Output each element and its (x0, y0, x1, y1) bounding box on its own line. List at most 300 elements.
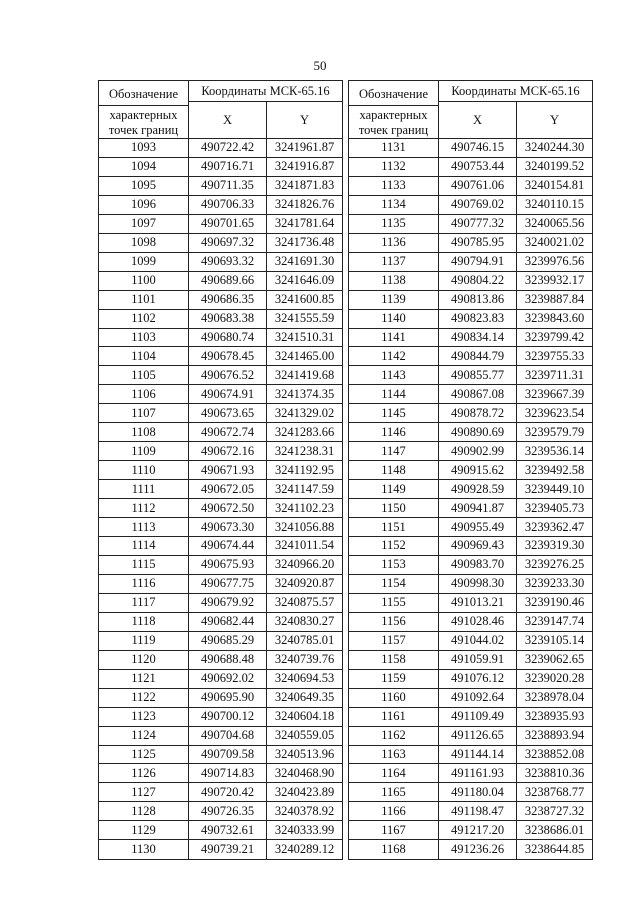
y-coordinate-cell: 3241056.88 (267, 518, 343, 537)
x-coordinate-cell: 490671.93 (189, 461, 267, 480)
y-coordinate-cell: 3239147.74 (517, 612, 593, 631)
designation-header-line1: Обозначение (108, 87, 179, 101)
table-row (99, 499, 343, 518)
y-coordinate-cell: 3238768.77 (517, 783, 593, 802)
point-number-cell: 1099 (99, 252, 189, 271)
y-coordinate-cell: 3240289.12 (267, 840, 343, 859)
y-coordinate-cell: 3240604.18 (267, 707, 343, 726)
point-number-cell: 1118 (99, 612, 189, 631)
x-coordinate-cell: 490709.58 (189, 745, 267, 764)
y-coordinate-cell: 3240021.02 (517, 233, 593, 252)
point-number-cell: 1161 (349, 707, 439, 726)
y-coordinate-cell: 3240378.92 (267, 802, 343, 821)
point-number-cell: 1100 (99, 271, 189, 290)
y-coordinate-cell: 3240785.01 (267, 631, 343, 650)
table-row (349, 631, 593, 650)
table-row (99, 518, 343, 537)
x-coordinate-cell: 490674.91 (189, 385, 267, 404)
point-number-cell: 1138 (349, 271, 439, 290)
x-coordinate-cell: 490867.08 (439, 385, 517, 404)
table-row (349, 669, 593, 688)
table-row (349, 726, 593, 745)
x-coordinate-cell: 490785.95 (439, 233, 517, 252)
point-number-cell: 1095 (99, 176, 189, 195)
point-number-cell: 1147 (349, 442, 439, 461)
table-row (99, 290, 343, 309)
y-coordinate-cell: 3240830.27 (267, 612, 343, 631)
point-number-cell: 1146 (349, 423, 439, 442)
y-coordinate-cell: 3241871.83 (267, 176, 343, 195)
table-row (99, 593, 343, 612)
y-coordinate-cell: 3241961.87 (267, 139, 343, 158)
point-number-cell: 1151 (349, 518, 439, 537)
point-number-cell: 1104 (99, 347, 189, 366)
point-number-cell: 1107 (99, 404, 189, 423)
table-row (99, 669, 343, 688)
point-number-cell: 1115 (99, 555, 189, 574)
table-row (349, 271, 593, 290)
x-coordinate-cell: 490915.62 (439, 461, 517, 480)
y-coordinate-cell: 3239623.54 (517, 404, 593, 423)
table-row (99, 650, 343, 669)
x-coordinate-cell: 490902.99 (439, 442, 517, 461)
x-coordinate-cell: 490672.50 (189, 499, 267, 518)
designation-header-line2: характерных (99, 105, 189, 123)
page-number: 50 (313, 58, 327, 73)
table-row (99, 707, 343, 726)
x-coordinate-cell: 490672.05 (189, 480, 267, 499)
x-coordinate-cell: 490678.45 (189, 347, 267, 366)
point-number-cell: 1114 (99, 537, 189, 556)
y-coordinate-cell: 3241374.35 (267, 385, 343, 404)
y-coordinate-cell: 3241192.95 (267, 461, 343, 480)
y-coordinate-cell: 3241736.48 (267, 233, 343, 252)
x-coordinate-cell: 491198.47 (439, 802, 517, 821)
y-coordinate-cell: 3238810.36 (517, 764, 593, 783)
designation-header-line3: точек границ (358, 123, 429, 137)
coordinates-tables (98, 80, 593, 859)
point-number-cell: 1128 (99, 802, 189, 821)
y-coordinate-cell: 3240559.05 (267, 726, 343, 745)
x-coordinate-cell: 490692.02 (189, 669, 267, 688)
y-coordinate-cell: 3240423.89 (267, 783, 343, 802)
table-row (99, 574, 343, 593)
designation-header-line2: характерных (349, 105, 439, 123)
y-coordinate-cell: 3239276.25 (517, 555, 593, 574)
table-row (99, 328, 343, 347)
table-row (349, 233, 593, 252)
coordinates-table-left (98, 80, 343, 860)
point-number-cell: 1133 (349, 176, 439, 195)
point-number-cell: 1149 (349, 480, 439, 499)
y-coordinate-cell: 3240513.96 (267, 745, 343, 764)
point-number-cell: 1148 (349, 461, 439, 480)
table-row (349, 612, 593, 631)
table-row (99, 764, 343, 783)
x-coordinate-cell: 490714.83 (189, 764, 267, 783)
table-row (99, 631, 343, 650)
x-coordinate-cell: 490693.32 (189, 252, 267, 271)
x-coordinate-cell: 490732.61 (189, 821, 267, 840)
point-number-cell: 1094 (99, 157, 189, 176)
y-coordinate-cell: 3240199.52 (517, 157, 593, 176)
x-coordinate-cell: 491044.02 (439, 631, 517, 650)
y-coordinate-cell: 3241691.30 (267, 252, 343, 271)
y-coordinate-cell: 3241510.31 (267, 328, 343, 347)
point-number-cell: 1140 (349, 309, 439, 328)
y-coordinate-cell: 3238978.04 (517, 688, 593, 707)
table-row (99, 233, 343, 252)
table-row (349, 214, 593, 233)
x-coordinate-cell: 491109.49 (439, 707, 517, 726)
point-number-cell: 1106 (99, 385, 189, 404)
point-number-cell: 1093 (99, 139, 189, 158)
x-coordinate-cell: 490685.29 (189, 631, 267, 650)
table-row (349, 745, 593, 764)
x-coordinate-cell: 491059.91 (439, 650, 517, 669)
x-coordinate-cell: 490686.35 (189, 290, 267, 309)
x-coordinate-cell: 490704.68 (189, 726, 267, 745)
point-number-cell: 1102 (99, 309, 189, 328)
table-row (349, 157, 593, 176)
point-number-cell: 1126 (99, 764, 189, 783)
point-number-cell: 1164 (349, 764, 439, 783)
y-coordinate-cell: 3240920.87 (267, 574, 343, 593)
table-row (99, 783, 343, 802)
point-number-cell: 1129 (99, 821, 189, 840)
point-number-cell: 1105 (99, 366, 189, 385)
designation-header-line1: Обозначение (358, 87, 429, 101)
x-coordinate-cell: 491013.21 (439, 593, 517, 612)
table-row (349, 802, 593, 821)
table-row (349, 252, 593, 271)
x-coordinate-cell: 490998.30 (439, 574, 517, 593)
point-number-cell: 1103 (99, 328, 189, 347)
y-coordinate-cell: 3240333.99 (267, 821, 343, 840)
point-number-cell: 1141 (349, 328, 439, 347)
point-number-cell: 1137 (349, 252, 439, 271)
point-number-cell: 1113 (99, 518, 189, 537)
table-row (349, 707, 593, 726)
point-number-cell: 1156 (349, 612, 439, 631)
table-row (99, 252, 343, 271)
point-number-cell: 1152 (349, 537, 439, 556)
coordinates-header: Координаты МСК-65.16 (189, 81, 343, 102)
table-row (99, 139, 343, 158)
point-number-cell: 1097 (99, 214, 189, 233)
x-coordinate-cell: 490675.93 (189, 555, 267, 574)
table-row (349, 139, 593, 158)
x-coordinate-cell: 490955.49 (439, 518, 517, 537)
point-number-cell: 1108 (99, 423, 189, 442)
table-row (99, 404, 343, 423)
x-coordinate-cell: 490679.92 (189, 593, 267, 612)
x-coordinate-cell: 491144.14 (439, 745, 517, 764)
y-coordinate-cell: 3241102.23 (267, 499, 343, 518)
point-number-cell: 1125 (99, 745, 189, 764)
y-coordinate-cell: 3241011.54 (267, 537, 343, 556)
x-header: X (439, 102, 517, 139)
x-coordinate-cell: 490720.42 (189, 783, 267, 802)
x-coordinate-cell: 491217.20 (439, 821, 517, 840)
y-coordinate-cell: 3238727.32 (517, 802, 593, 821)
table-row (99, 366, 343, 385)
point-number-cell: 1136 (349, 233, 439, 252)
y-coordinate-cell: 3239887.84 (517, 290, 593, 309)
point-number-cell: 1158 (349, 650, 439, 669)
coordinates-table-right (348, 80, 593, 860)
x-coordinate-cell: 490777.32 (439, 214, 517, 233)
point-number-cell: 1150 (349, 499, 439, 518)
point-number-cell: 1144 (349, 385, 439, 404)
table-row (349, 764, 593, 783)
point-number-cell: 1145 (349, 404, 439, 423)
point-number-cell: 1116 (99, 574, 189, 593)
table-row (349, 555, 593, 574)
point-number-cell: 1165 (349, 783, 439, 802)
y-header: Y (517, 102, 593, 139)
y-coordinate-cell: 3240110.15 (517, 195, 593, 214)
table-row (349, 821, 593, 840)
point-number-cell: 1123 (99, 707, 189, 726)
point-number-cell: 1159 (349, 669, 439, 688)
table-row (349, 480, 593, 499)
table-row (349, 309, 593, 328)
x-coordinate-cell: 490823.83 (439, 309, 517, 328)
y-coordinate-cell: 3239319.30 (517, 537, 593, 556)
table-row (99, 271, 343, 290)
y-coordinate-cell: 3241283.66 (267, 423, 343, 442)
x-coordinate-cell: 490753.44 (439, 157, 517, 176)
table-row (349, 404, 593, 423)
table-row (99, 195, 343, 214)
table-row (99, 480, 343, 499)
point-number-cell: 1124 (99, 726, 189, 745)
y-coordinate-cell: 3239020.28 (517, 669, 593, 688)
y-coordinate-cell: 3241916.87 (267, 157, 343, 176)
y-coordinate-cell: 3239667.39 (517, 385, 593, 404)
x-coordinate-cell: 490672.16 (189, 442, 267, 461)
y-coordinate-cell: 3239536.14 (517, 442, 593, 461)
x-coordinate-cell: 490688.48 (189, 650, 267, 669)
table-row (349, 423, 593, 442)
y-coordinate-cell: 3239799.42 (517, 328, 593, 347)
y-coordinate-cell: 3238644.85 (517, 840, 593, 859)
x-coordinate-cell: 490813.86 (439, 290, 517, 309)
x-coordinate-cell: 490890.69 (439, 423, 517, 442)
x-coordinate-cell: 491028.46 (439, 612, 517, 631)
x-coordinate-cell: 490855.77 (439, 366, 517, 385)
y-coordinate-cell: 3241147.59 (267, 480, 343, 499)
table-row (99, 385, 343, 404)
x-coordinate-cell: 490941.87 (439, 499, 517, 518)
y-coordinate-cell: 3240875.57 (267, 593, 343, 612)
y-coordinate-cell: 3238686.01 (517, 821, 593, 840)
point-number-cell: 1098 (99, 233, 189, 252)
x-coordinate-cell: 490672.74 (189, 423, 267, 442)
table-row (349, 290, 593, 309)
point-number-cell: 1167 (349, 821, 439, 840)
y-coordinate-cell: 3240739.76 (267, 650, 343, 669)
table-row (349, 347, 593, 366)
point-number-cell: 1163 (349, 745, 439, 764)
table-row (349, 650, 593, 669)
point-number-cell: 1160 (349, 688, 439, 707)
table-row (349, 366, 593, 385)
x-coordinate-cell: 491126.65 (439, 726, 517, 745)
x-coordinate-cell: 490701.65 (189, 214, 267, 233)
y-coordinate-cell: 3239362.47 (517, 518, 593, 537)
table-row (99, 461, 343, 480)
x-coordinate-cell: 490746.15 (439, 139, 517, 158)
table-row (349, 461, 593, 480)
table-row (99, 423, 343, 442)
y-coordinate-cell: 3238935.93 (517, 707, 593, 726)
table-row (99, 802, 343, 821)
coordinates-table-left-body (99, 139, 343, 860)
x-coordinate-cell: 490844.79 (439, 347, 517, 366)
y-coordinate-cell: 3239492.58 (517, 461, 593, 480)
y-coordinate-cell: 3240966.20 (267, 555, 343, 574)
point-number-cell: 1112 (99, 499, 189, 518)
coordinates-table-right-body (349, 139, 593, 860)
x-coordinate-cell: 490739.21 (189, 840, 267, 859)
table-row (349, 593, 593, 612)
table-row (99, 309, 343, 328)
y-coordinate-cell: 3239843.60 (517, 309, 593, 328)
y-coordinate-cell: 3240244.30 (517, 139, 593, 158)
x-coordinate-cell: 490711.35 (189, 176, 267, 195)
x-coordinate-cell: 491236.26 (439, 840, 517, 859)
designation-header (99, 81, 189, 139)
table-row (349, 442, 593, 461)
point-number-cell: 1122 (99, 688, 189, 707)
x-coordinate-cell: 490674.44 (189, 537, 267, 556)
table-row (349, 176, 593, 195)
y-coordinate-cell: 3241419.68 (267, 366, 343, 385)
designation-header-line3: точек границ (108, 123, 179, 137)
table-row (99, 726, 343, 745)
table-row (99, 688, 343, 707)
point-number-cell: 1153 (349, 555, 439, 574)
point-number-cell: 1155 (349, 593, 439, 612)
x-coordinate-cell: 490769.02 (439, 195, 517, 214)
y-coordinate-cell: 3241600.85 (267, 290, 343, 309)
y-coordinate-cell: 3241646.09 (267, 271, 343, 290)
y-coordinate-cell: 3238893.94 (517, 726, 593, 745)
point-number-cell: 1110 (99, 461, 189, 480)
table-row (349, 537, 593, 556)
x-coordinate-cell: 490676.52 (189, 366, 267, 385)
table-row (349, 688, 593, 707)
table-row (349, 574, 593, 593)
y-coordinate-cell: 3239190.46 (517, 593, 593, 612)
table-row (349, 328, 593, 347)
y-coordinate-cell: 3241238.31 (267, 442, 343, 461)
table-row (99, 176, 343, 195)
x-coordinate-cell: 490700.12 (189, 707, 267, 726)
x-coordinate-cell: 490722.42 (189, 139, 267, 158)
x-coordinate-cell: 490804.22 (439, 271, 517, 290)
point-number-cell: 1162 (349, 726, 439, 745)
y-coordinate-cell: 3239579.79 (517, 423, 593, 442)
x-coordinate-cell: 490673.30 (189, 518, 267, 537)
y-coordinate-cell: 3239932.17 (517, 271, 593, 290)
x-coordinate-cell: 491161.93 (439, 764, 517, 783)
y-coordinate-cell: 3239976.56 (517, 252, 593, 271)
x-coordinate-cell: 491180.04 (439, 783, 517, 802)
table-row (99, 157, 343, 176)
table-row (99, 537, 343, 556)
point-number-cell: 1121 (99, 669, 189, 688)
y-coordinate-cell: 3240694.53 (267, 669, 343, 688)
point-number-cell: 1127 (99, 783, 189, 802)
x-coordinate-cell: 490695.90 (189, 688, 267, 707)
x-coordinate-cell: 490683.38 (189, 309, 267, 328)
point-number-cell: 1111 (99, 480, 189, 499)
point-number-cell: 1132 (349, 157, 439, 176)
x-coordinate-cell: 490761.06 (439, 176, 517, 195)
table-row (99, 555, 343, 574)
x-coordinate-cell: 490682.44 (189, 612, 267, 631)
point-number-cell: 1142 (349, 347, 439, 366)
point-number-cell: 1143 (349, 366, 439, 385)
y-coordinate-cell: 3241555.59 (267, 309, 343, 328)
point-number-cell: 1154 (349, 574, 439, 593)
y-coordinate-cell: 3239233.30 (517, 574, 593, 593)
point-number-cell: 1135 (349, 214, 439, 233)
y-coordinate-cell: 3239449.10 (517, 480, 593, 499)
table-row (349, 195, 593, 214)
y-coordinate-cell: 3239105.14 (517, 631, 593, 650)
table-row (349, 499, 593, 518)
point-number-cell: 1109 (99, 442, 189, 461)
coordinates-header: Координаты МСК-65.16 (439, 81, 593, 102)
x-coordinate-cell: 490928.59 (439, 480, 517, 499)
table-row (99, 745, 343, 764)
y-coordinate-cell: 3238852.08 (517, 745, 593, 764)
point-number-cell: 1101 (99, 290, 189, 309)
x-coordinate-cell: 490673.65 (189, 404, 267, 423)
x-coordinate-cell: 491092.64 (439, 688, 517, 707)
point-number-cell: 1166 (349, 802, 439, 821)
table-row (349, 840, 593, 859)
table-row (99, 840, 343, 859)
y-coordinate-cell: 3241465.00 (267, 347, 343, 366)
point-number-cell: 1130 (99, 840, 189, 859)
y-coordinate-cell: 3240649.35 (267, 688, 343, 707)
table-row (99, 821, 343, 840)
x-coordinate-cell: 490689.66 (189, 271, 267, 290)
y-coordinate-cell: 3239755.33 (517, 347, 593, 366)
x-coordinate-cell: 490834.14 (439, 328, 517, 347)
point-number-cell: 1131 (349, 139, 439, 158)
x-coordinate-cell: 490794.91 (439, 252, 517, 271)
point-number-cell: 1117 (99, 593, 189, 612)
designation-header (349, 81, 439, 139)
y-coordinate-cell: 3239711.31 (517, 366, 593, 385)
y-coordinate-cell: 3241329.02 (267, 404, 343, 423)
y-coordinate-cell: 3240468.90 (267, 764, 343, 783)
point-number-cell: 1168 (349, 840, 439, 859)
x-coordinate-cell: 490716.71 (189, 157, 267, 176)
x-coordinate-cell: 491076.12 (439, 669, 517, 688)
x-coordinate-cell: 490706.33 (189, 195, 267, 214)
y-coordinate-cell: 3240154.81 (517, 176, 593, 195)
y-coordinate-cell: 3240065.56 (517, 214, 593, 233)
table-row (99, 612, 343, 631)
point-number-cell: 1157 (349, 631, 439, 650)
